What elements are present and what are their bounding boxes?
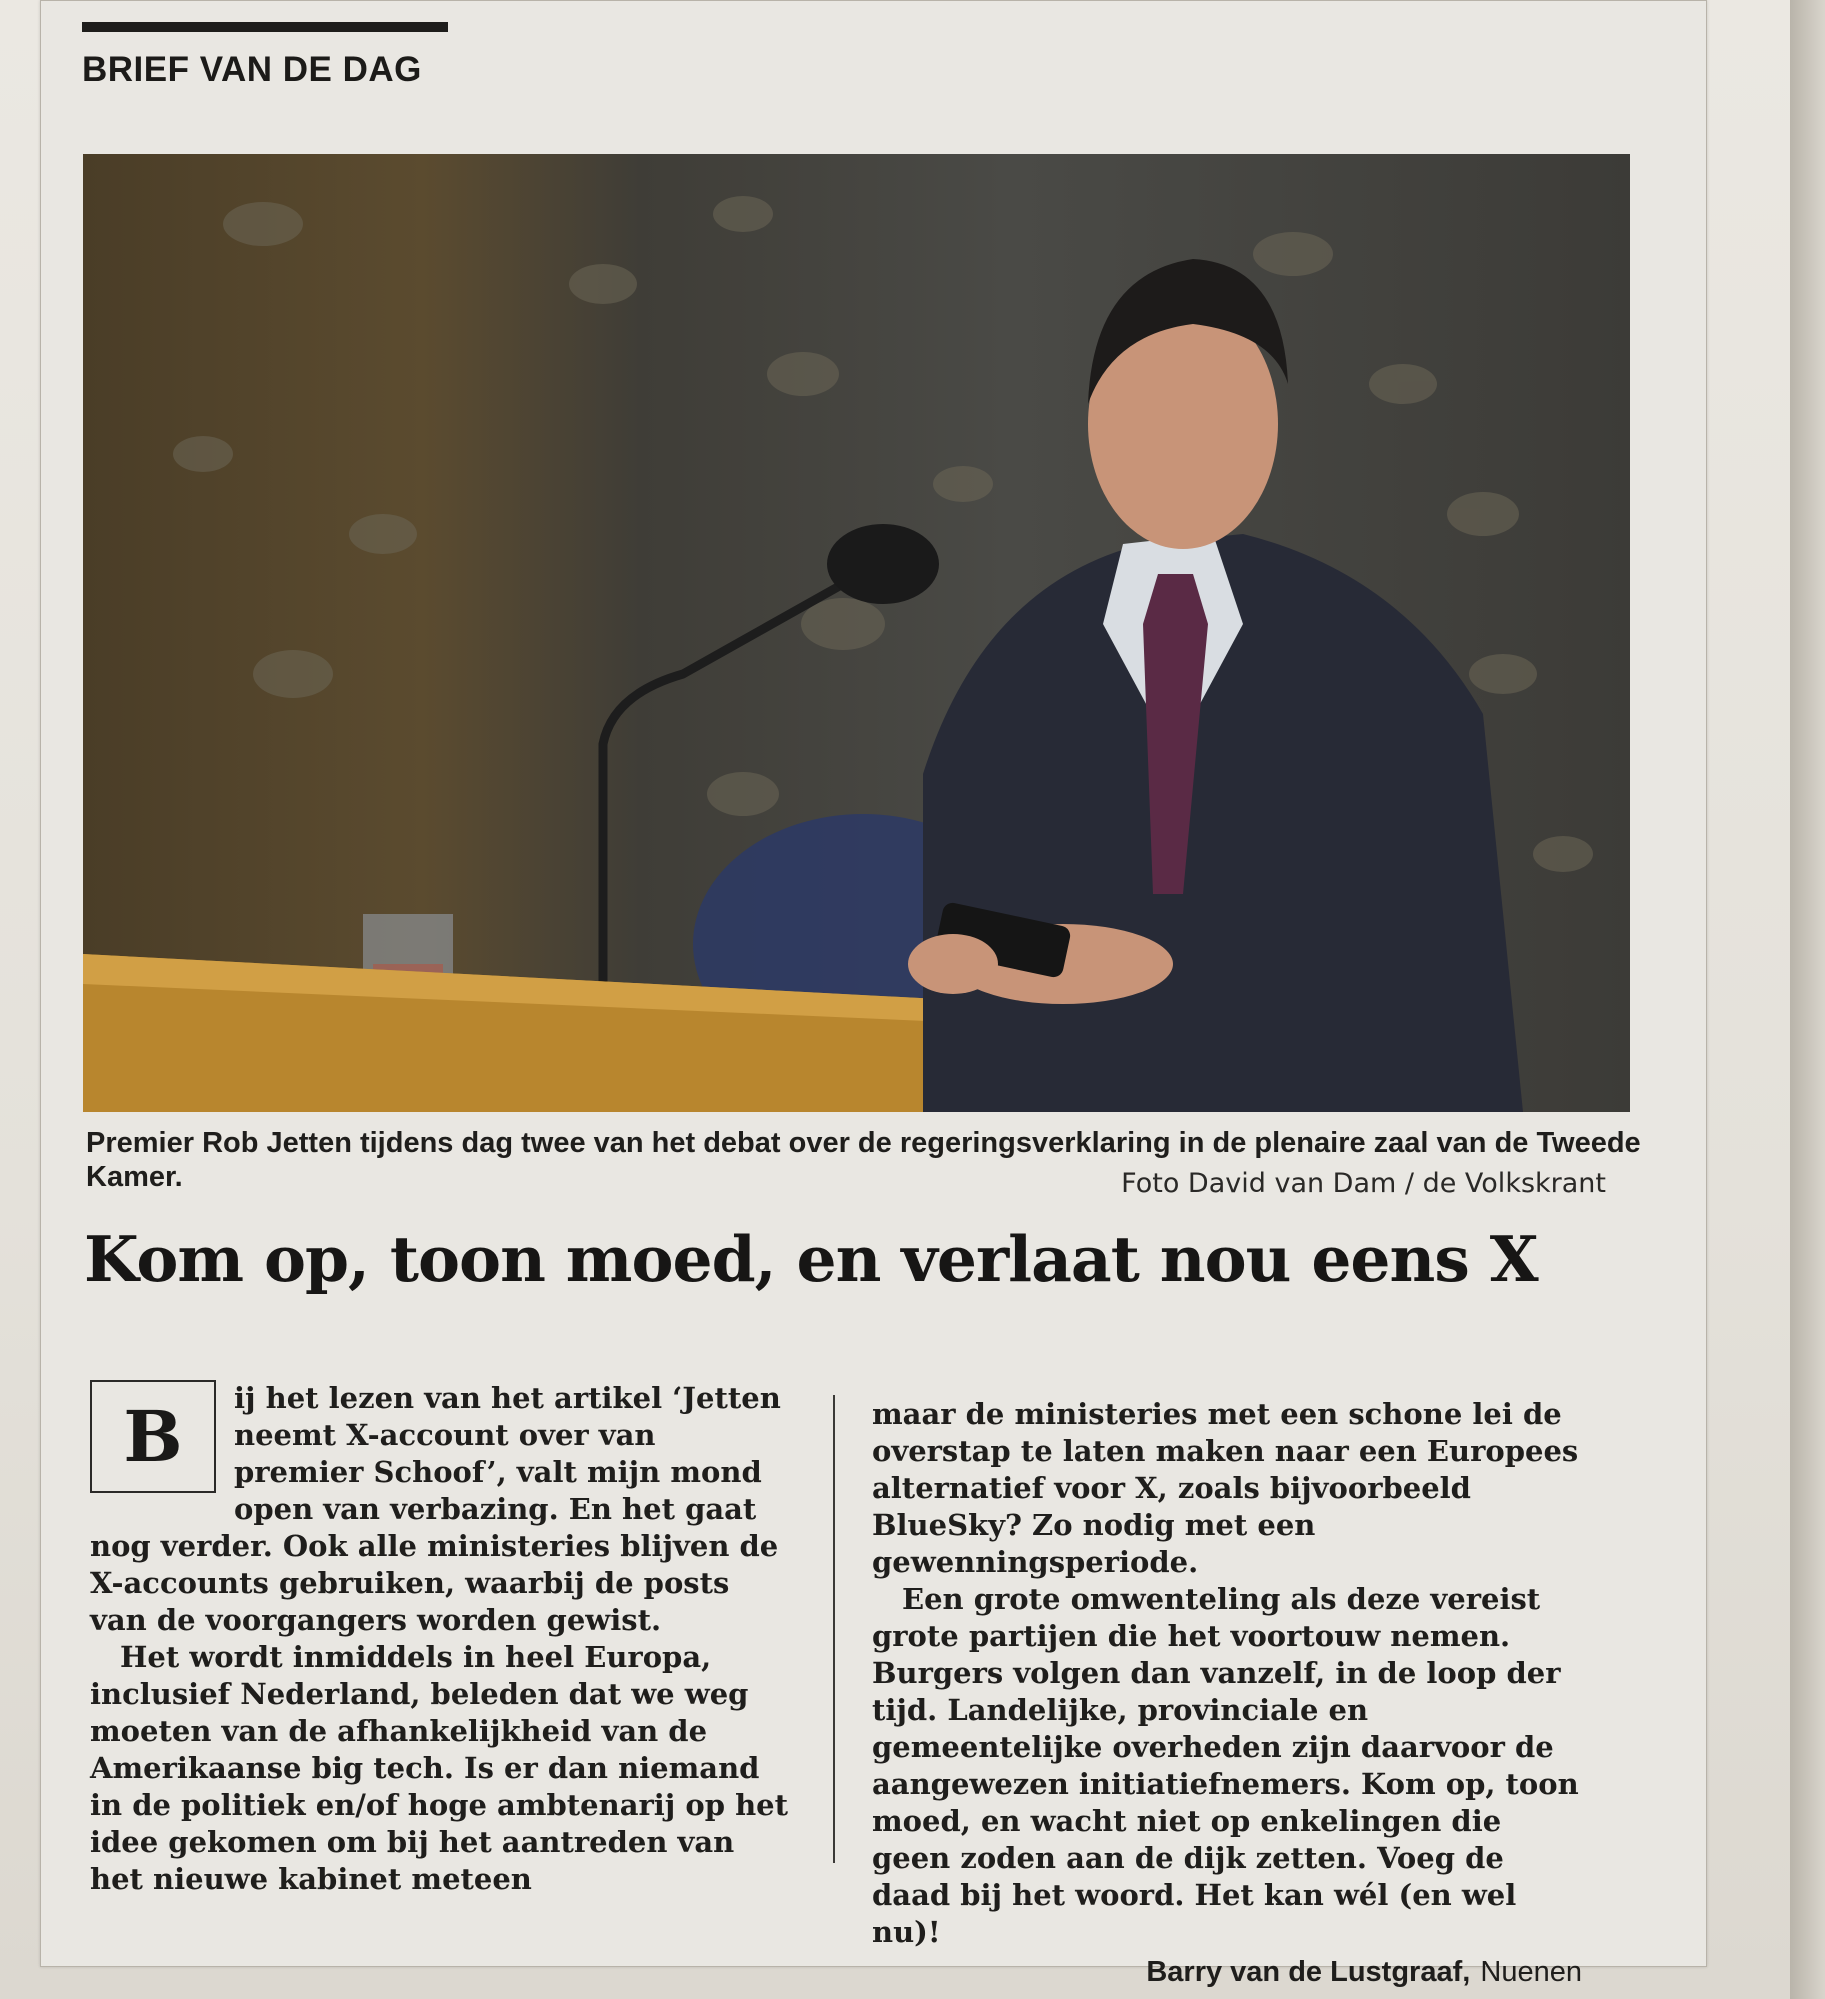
- section-label: BRIEF VAN DE DAG: [82, 50, 422, 89]
- article-photo: [83, 154, 1630, 1112]
- author-name: Barry van de Lustgraaf,: [1146, 1956, 1471, 1988]
- photo-credit: Foto David van Dam / de Volkskrant: [1121, 1168, 1606, 1199]
- paragraph: Het wordt inmiddels in heel Europa, inclusief Nederland, beleden dat we weg moeten van de afhankelijkheid van de Amerikaanse big tech. Is er dan niemand in de politiek en/of hoge ambtenarij op het idee gekomen om bij het aantreden van het nieuwe kabinet meteen: [90, 1640, 789, 1896]
- headline: Kom op, toon moed, en verlaat nou eens X: [84, 1222, 1538, 1296]
- page-edge: [1790, 0, 1825, 1999]
- article-column-2: [872, 1396, 1582, 1991]
- letter-signature: [872, 1953, 1582, 1991]
- paragraph: maar de ministeries met een schone lei de overstap te laten maken naar een Europees alternatief voor X, zoals bijvoorbeeld BlueSky? Zo nodig met een gewenningsperiode.: [872, 1397, 1579, 1579]
- column-divider: [833, 1395, 835, 1863]
- drop-cap: B: [90, 1380, 216, 1493]
- photo-caption: Premier Rob Jetten tijdens dag twee van het debat over de regeringsverklaring in de plenaire zaal van de Tweede Kamer.: [86, 1127, 1641, 1193]
- section-rule: [82, 22, 448, 32]
- paragraph: ij het lezen van het artikel ‘Jetten neemt X-account over van premier Schoof’, valt mijn mond open van verbazing. En het gaat nog verder. Ook alle ministeries blijven de X-accounts gebruiken, waarbij de posts van de voorgangers worden gewist.: [90, 1381, 781, 1637]
- author-place: Nuenen: [1480, 1956, 1582, 1988]
- paragraph: Een grote omwenteling als deze vereist grote partijen die het voortouw nemen. Burgers volgen dan vanzelf, in de loop der tijd. Landelijke, provinciale en gemeentelijke overheden zijn daarvoor de aangewezen initiatiefnemers. Kom op, toon moed, en wacht niet op enkelingen die geen zoden aan de dijk zetten. Voeg de daad bij het woord. Het kan wél (en wel nu)!: [872, 1582, 1579, 1949]
- photo-illustration: [83, 154, 1630, 1112]
- article-column-1: [90, 1380, 790, 1898]
